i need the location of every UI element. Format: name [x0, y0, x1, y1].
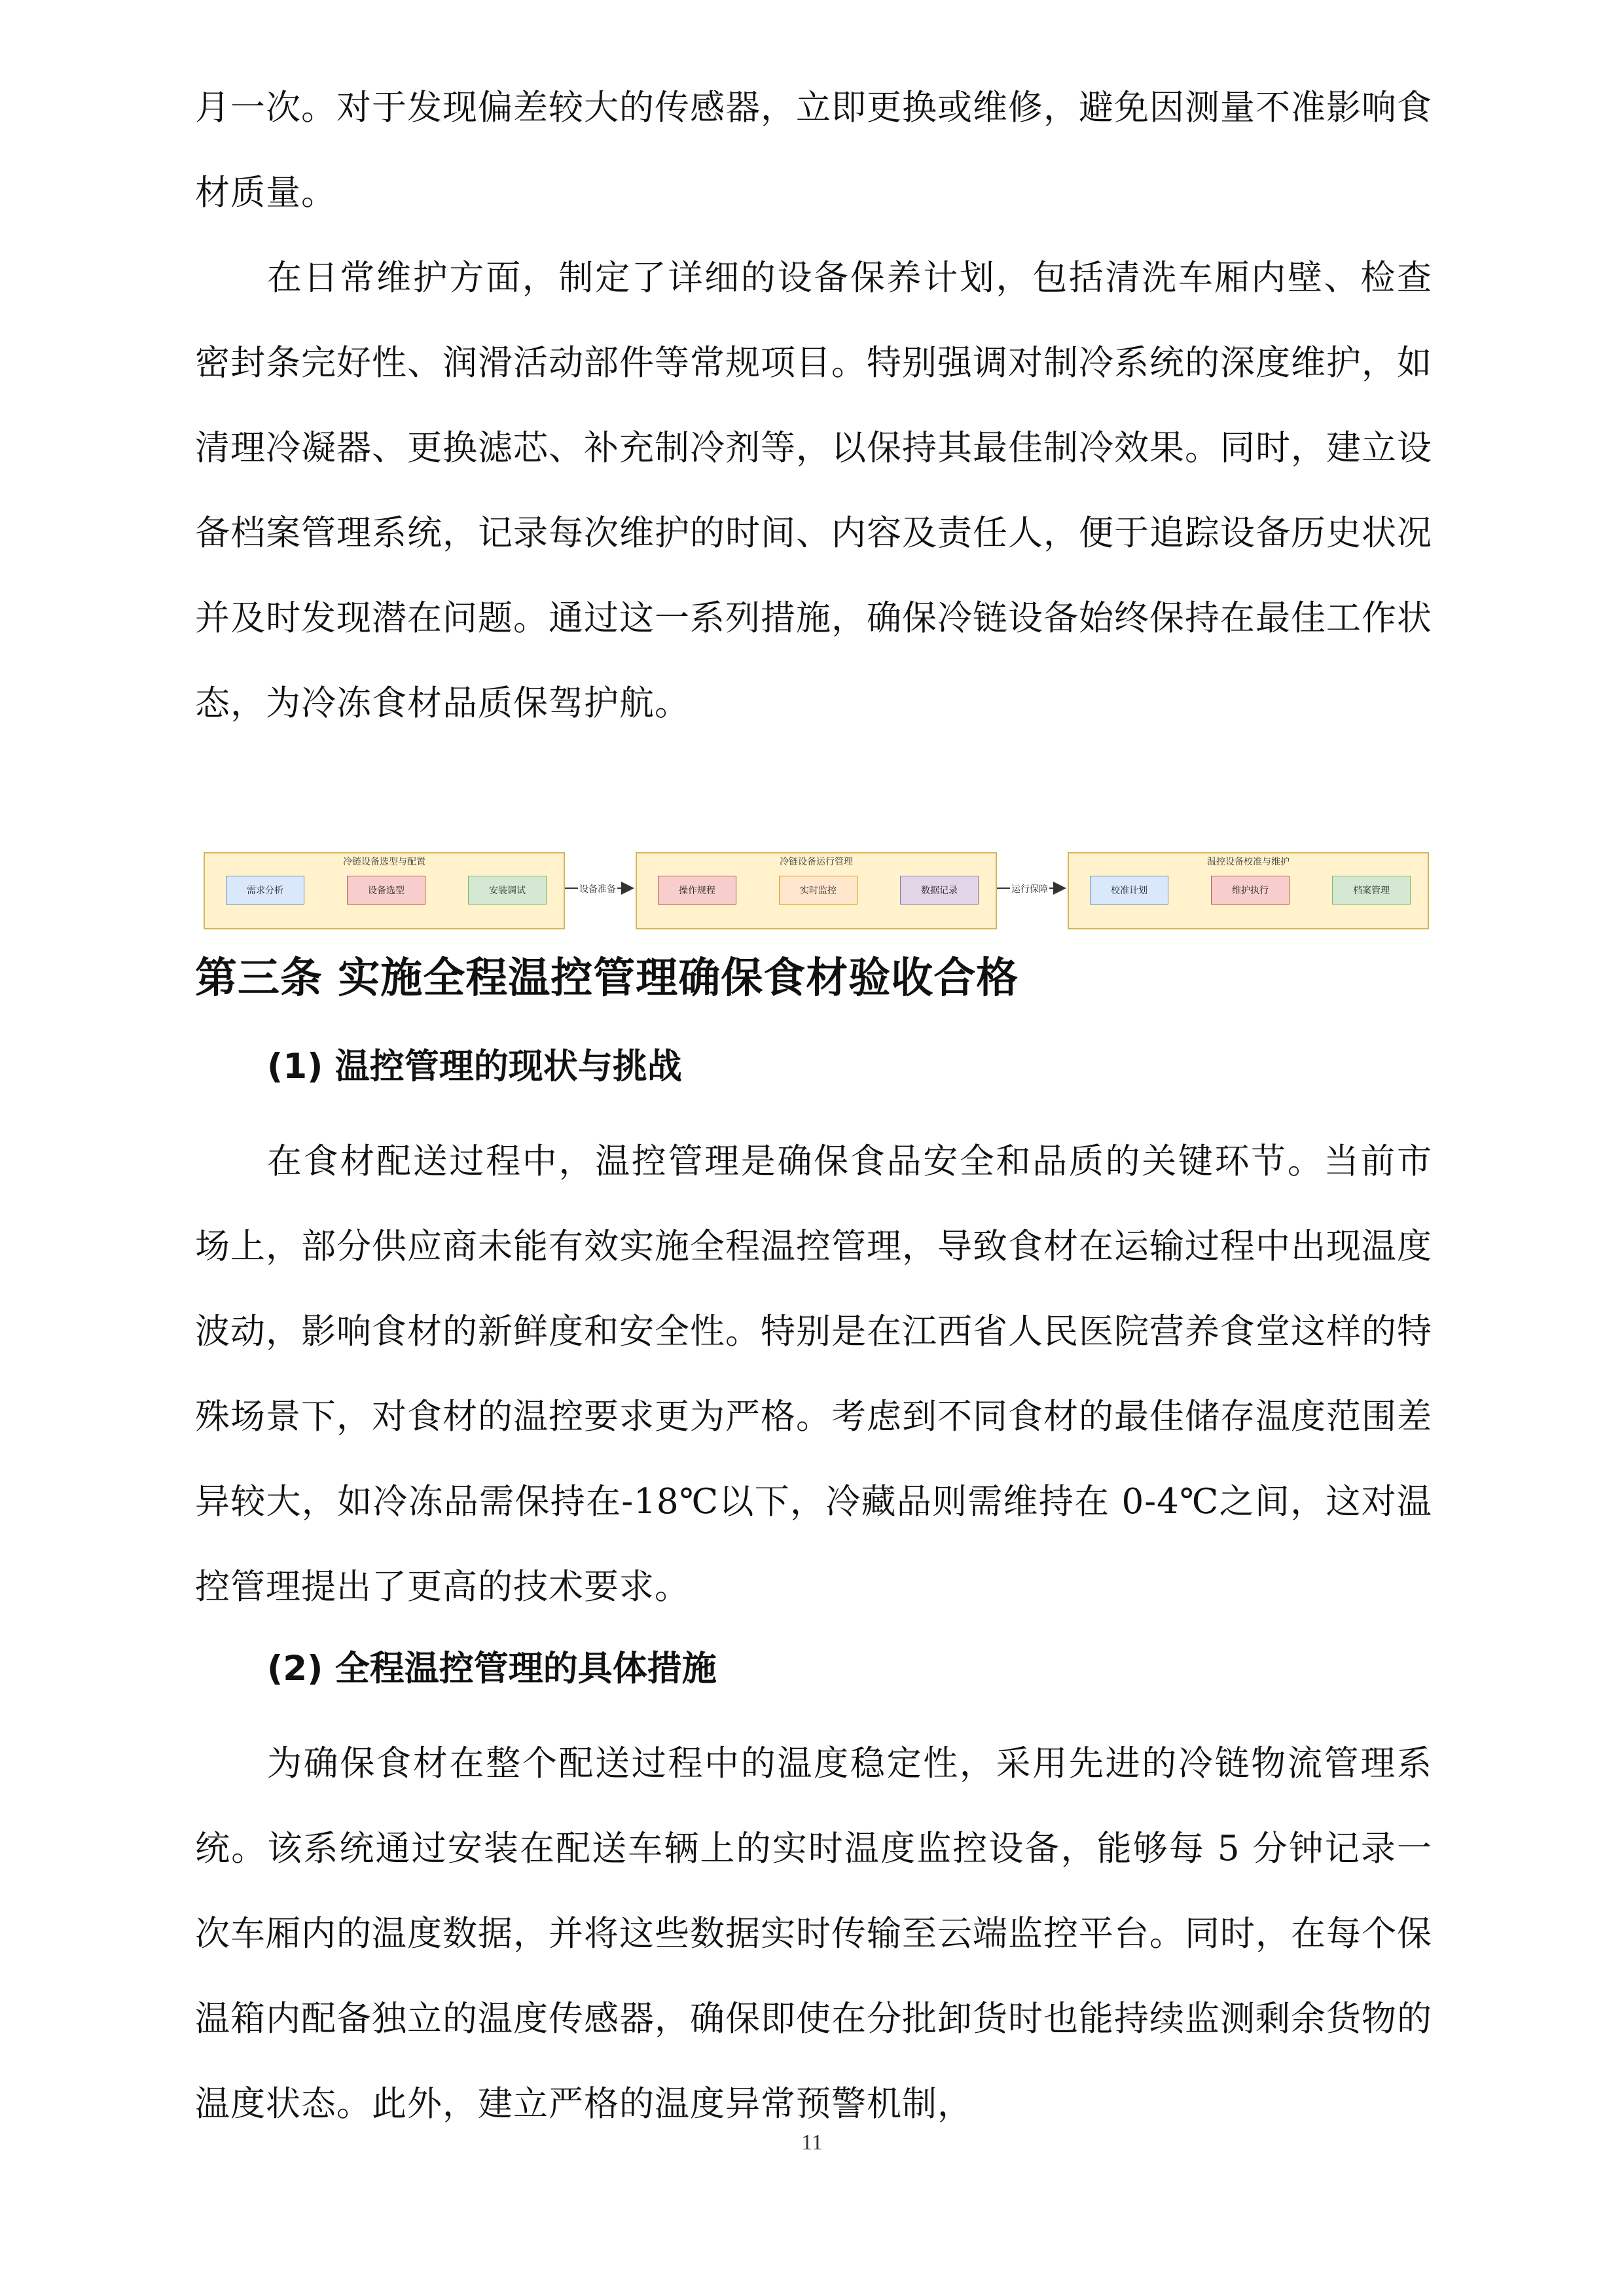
paragraph-1: 月一次。对于发现偏差较大的传感器，立即更换或维修，避免因测量不准影响食材质量。	[195, 88, 1432, 213]
group-title: 冷链设备运行管理	[780, 857, 853, 867]
paragraph-4: 为确保食材在整个配送过程中的温度稳定性，采用先进的冷链物流管理系统。该系统通过安装在配送车辆上的实时温度监控设备，能够每 5 分钟记录一次车厢内的温度数据，并将这些数据实时传输至云端监控平台。同时，在每个保温箱内配备独立的温度传感器，确保即使在分批卸货时也能持续监测剩余货物的温度状态。此外，建立严格的温度异常预警机制，	[195, 1744, 1432, 2124]
node-equipment-selection: 设备选型	[347, 876, 425, 905]
diagram-group-operation	[636, 852, 997, 929]
node-operating-procedures: 操作规程	[658, 876, 736, 905]
diagram-group-calibration	[1068, 852, 1429, 929]
edge-label-equipment-prep: 设备准备	[578, 882, 617, 895]
group-title: 温控设备校准与维护	[1207, 857, 1290, 867]
node-data-recording: 数据记录	[900, 876, 979, 905]
node-calibration-plan: 校准计划	[1090, 876, 1168, 905]
node-installation: 安装调试	[468, 876, 547, 905]
paragraph-3: 在食材配送过程中，温控管理是确保食品安全和品质的关键环节。当前市场上，部分供应商未能有效实施全程温控管理，导致食材在运输过程中出现温度波动，影响食材的新鲜度和安全性。特别是在江西省人民医院营养食堂这样的特殊场景下，对食材的温控要求更为严格。考虑到不同食材的最佳储存温度范围差异较大，如冷冻品需保持在-18℃以下，冷藏品则需维持在 0-4℃之间，这对温控管理提出了更高的技术要求。	[195, 1141, 1432, 1607]
edge-label-operation-support: 运行保障	[1010, 882, 1049, 895]
diagram-group-selection	[204, 852, 565, 929]
node-maintenance-execution: 维护执行	[1211, 876, 1290, 905]
subheading-2: (2) 全程温控管理的具体措施	[267, 1649, 717, 1689]
page-number: 11	[801, 2130, 823, 2155]
node-realtime-monitoring: 实时监控	[779, 876, 857, 905]
subheading-1: (1) 温控管理的现状与挑战	[267, 1047, 682, 1086]
node-requirement-analysis: 需求分析	[226, 876, 304, 905]
paragraph-2: 在日常维护方面，制定了详细的设备保养计划，包括清洗车厢内壁、检查密封条完好性、润滑活动部件等常规项目。特别强调对制冷系统的深度维护，如清理冷凝器、更换滤芯、补充制冷剂等，以保持其最佳制冷效果。同时，建立设备档案管理系统，记录每次维护的时间、内容及责任人，便于追踪设备历史状况并及时发现潜在问题。通过这一系列措施，确保冷链设备始终保持在最佳工作状态，为冷冻食材品质保驾护航。	[195, 258, 1432, 723]
section-heading: 第三条 实施全程温控管理确保食材验收合格	[195, 954, 1019, 1003]
node-archive-management: 档案管理	[1332, 876, 1411, 905]
group-title: 冷链设备选型与配置	[343, 857, 425, 867]
